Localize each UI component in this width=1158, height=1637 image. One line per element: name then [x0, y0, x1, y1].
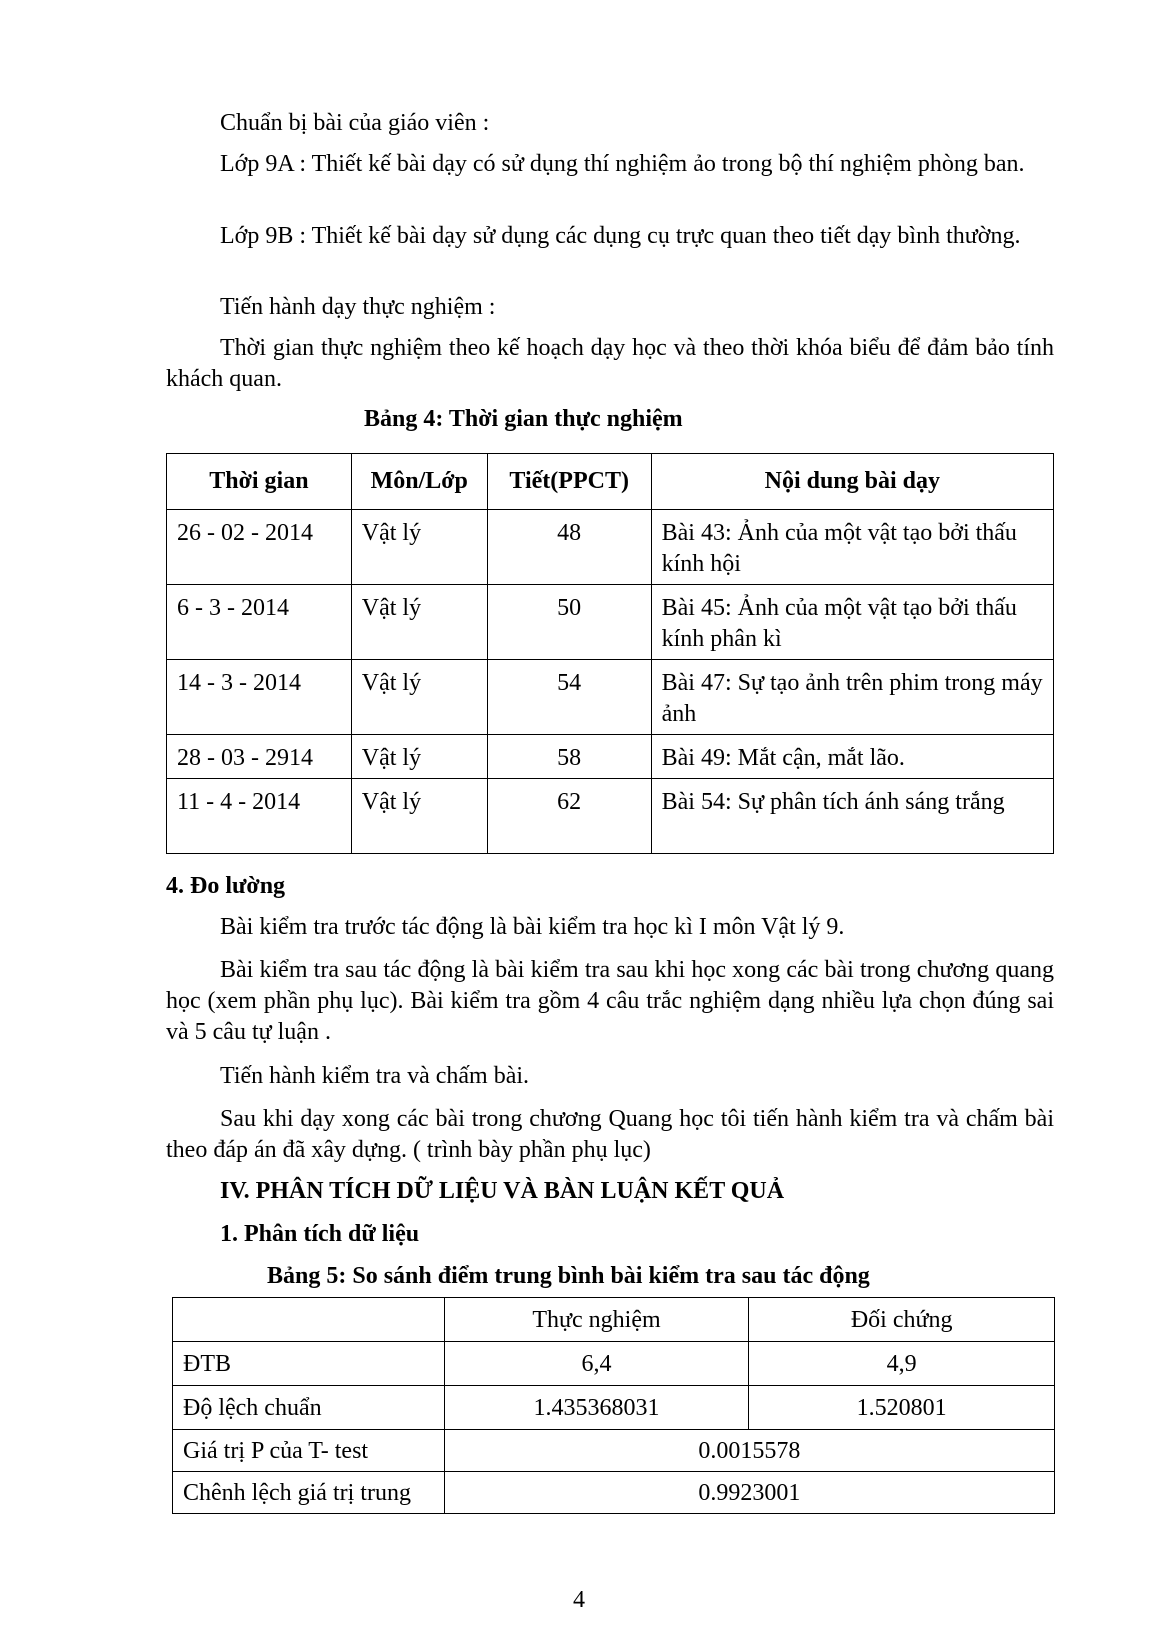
cell-period: 48 — [487, 510, 651, 585]
cell-mean-experimental: 6,4 — [444, 1342, 749, 1386]
cell-lesson: Bài 43: Ảnh của một vật tạo bởi thấu kính hội — [651, 510, 1053, 585]
cell-date: 14 - 3 - 2014 — [167, 660, 352, 735]
header-subject-class: Môn/Lớp — [351, 454, 487, 510]
data-analysis-heading: 1. Phân tích dữ liệu — [220, 1221, 420, 1247]
cell-period: 62 — [487, 779, 651, 854]
header-period: Tiết(PPCT) — [487, 454, 651, 510]
header-lesson-content: Nội dung bài dạy — [651, 454, 1053, 510]
cell-period: 58 — [487, 735, 651, 779]
cell-lesson: Bài 54: Sự phân tích ánh sáng trắng — [651, 779, 1053, 854]
after-lessons-paragraph: Sau khi dạy xong các bài trong chương Quang học tôi tiến hành kiểm tra và chấm bài theo đáp án đã xây dựng. ( trình bày phần phụ lục) — [166, 1106, 1054, 1163]
score-comparison-table — [172, 1297, 1055, 1514]
grading-paragraph: Tiến hành kiểm tra và chấm bài. — [220, 1063, 530, 1089]
table-header-row — [167, 454, 1054, 510]
table-row — [167, 510, 1054, 585]
class-9a-paragraph: Lớp 9A : Thiết kế bài dạy có sử dụng thí nghiệm ảo trong bộ thí nghiệm phòng ban. — [220, 151, 1025, 177]
cell-period: 50 — [487, 585, 651, 660]
empty-header-cell — [173, 1298, 445, 1342]
table5-caption: Bảng 5: So sánh điểm trung bình bài kiểm tra sau tác động — [267, 1263, 870, 1289]
cell-date: 26 - 02 - 2014 — [167, 510, 352, 585]
table-header-row — [173, 1298, 1055, 1342]
cell-subject: Vật lý — [351, 510, 487, 585]
header-experimental: Thực nghiệm — [444, 1298, 749, 1342]
cell-date: 11 - 4 - 2014 — [167, 779, 352, 854]
cell-subject: Vật lý — [351, 660, 487, 735]
table-row — [173, 1472, 1055, 1514]
row-label-std-dev: Độ lệch chuẩn — [173, 1386, 445, 1430]
row-label-mean: ĐTB — [173, 1342, 445, 1386]
cell-lesson: Bài 49: Mắt cận, mắt lão. — [651, 735, 1053, 779]
post-test-paragraph: Bài kiểm tra sau tác động là bài kiểm tra sau khi học xong các bài trong chương quang học (xem phần phụ lục). Bài kiểm tra gồm 4 câu trắc nghiệm dạng nhiều lựa chọn đúng sai và 5 câu tự luận . — [166, 957, 1054, 1045]
row-label-p-value: Giá trị P của T- test — [173, 1430, 445, 1472]
cell-p-value: 0.0015578 — [444, 1430, 1054, 1472]
header-control: Đối chứng — [749, 1298, 1055, 1342]
table-row — [167, 660, 1054, 735]
table-row — [173, 1386, 1055, 1430]
cell-period: 54 — [487, 660, 651, 735]
cell-lesson: Bài 47: Sự tạo ảnh trên phim trong máy ảnh — [651, 660, 1053, 735]
cell-mean-control: 4,9 — [749, 1342, 1055, 1386]
cell-std-dev-control: 1.520801 — [749, 1386, 1055, 1430]
prep-heading: Chuẩn bị bài của giáo viên : — [220, 110, 490, 136]
cell-lesson: Bài 45: Ảnh của một vật tạo bởi thấu kính phân kì — [651, 585, 1053, 660]
experiment-schedule-table — [166, 453, 1054, 854]
table-row — [173, 1342, 1055, 1386]
cell-subject: Vật lý — [351, 585, 487, 660]
class-9b-paragraph: Lớp 9B : Thiết kế bài dạy sử dụng các dụng cụ trực quan theo tiết dạy bình thường. — [220, 223, 1021, 249]
table-row — [167, 585, 1054, 660]
cell-mean-difference: 0.9923001 — [444, 1472, 1054, 1514]
cell-subject: Vật lý — [351, 735, 487, 779]
header-time: Thời gian — [167, 454, 352, 510]
table4-caption: Bảng 4: Thời gian thực nghiệm — [364, 406, 683, 432]
conduct-heading: Tiến hành dạy thực nghiệm : — [220, 294, 496, 320]
time-note-paragraph: Thời gian thực nghiệm theo kế hoạch dạy học và theo thời khóa biểu để đảm bảo tính khách quan. — [166, 335, 1054, 392]
cell-date: 6 - 3 - 2014 — [167, 585, 352, 660]
pre-test-paragraph: Bài kiểm tra trước tác động là bài kiểm tra học kì I môn Vật lý 9. — [220, 914, 845, 940]
page-number: 4 — [573, 1587, 585, 1613]
cell-date: 28 - 03 - 2914 — [167, 735, 352, 779]
table-row — [167, 779, 1054, 854]
table-row — [173, 1430, 1055, 1472]
cell-subject: Vật lý — [351, 779, 487, 854]
cell-std-dev-experimental: 1.435368031 — [444, 1386, 749, 1430]
row-label-mean-difference: Chênh lệch giá trị trung — [173, 1472, 445, 1514]
table-row — [167, 735, 1054, 779]
section4-heading: IV. PHÂN TÍCH DỮ LIỆU VÀ BÀN LUẬN KẾT QUẢ — [220, 1178, 785, 1204]
measurement-heading: 4. Đo lường — [166, 873, 286, 899]
